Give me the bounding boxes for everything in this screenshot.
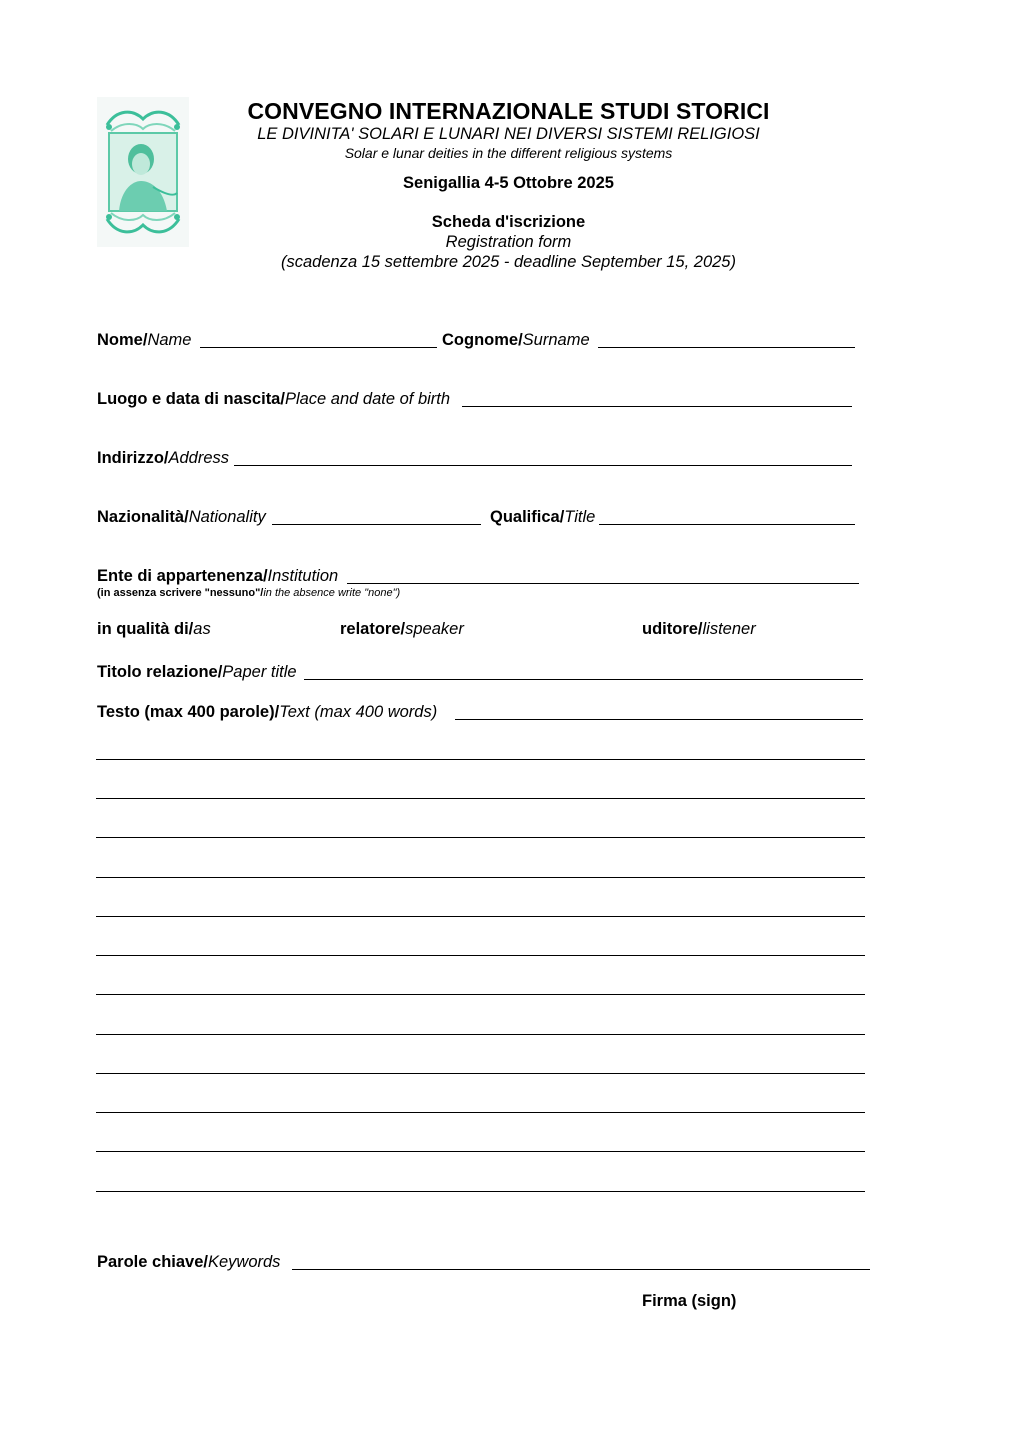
institution-field[interactable] (347, 583, 859, 584)
abstract-text-field[interactable] (455, 719, 863, 720)
surname-field[interactable] (598, 347, 855, 348)
abstract-line[interactable] (96, 798, 865, 799)
signature-label: Firma (sign) (642, 1292, 737, 1310)
abstract-text-label: Testo (max 400 parole)/Text (max 400 words) (97, 703, 438, 721)
abstract-line[interactable] (96, 916, 865, 917)
qualification-label: Qualifica/Title (490, 508, 596, 526)
abstract-line[interactable] (96, 1034, 865, 1035)
birth-field[interactable] (462, 406, 852, 407)
surname-label: Cognome/Surname (442, 331, 590, 349)
name-field[interactable] (200, 347, 437, 348)
conference-place-date: Senigallia 4-5 Ottobre 2025 (403, 174, 614, 192)
conference-logo (97, 97, 189, 247)
abstract-line[interactable] (96, 877, 865, 878)
conference-title: CONVEGNO INTERNAZIONALE STUDI STORICI (247, 98, 770, 124)
conference-subtitle-en: Solar e lunar deities in the different religious systems (344, 145, 673, 161)
institution-label: Ente di appartenenza/Institution (97, 567, 339, 585)
abstract-line[interactable] (96, 1073, 865, 1074)
abstract-line[interactable] (96, 994, 865, 995)
name-label: Nome/Name (97, 331, 192, 349)
abstract-line[interactable] (96, 759, 865, 760)
form-title-en: Registration form (445, 233, 572, 251)
qualification-field[interactable] (599, 524, 855, 525)
form-title-it: Scheda d'iscrizione (431, 213, 586, 231)
nationality-field[interactable] (272, 524, 481, 525)
role-option-speaker[interactable]: relatore/speaker (340, 620, 464, 638)
abstract-line[interactable] (96, 955, 865, 956)
birth-label: Luogo e data di nascita/Place and date of birth (97, 390, 451, 408)
paper-title-field[interactable] (304, 679, 863, 680)
address-label: Indirizzo/Address (97, 449, 230, 467)
nationality-label: Nazionalità/Nationality (97, 508, 266, 526)
abstract-line[interactable] (96, 1151, 865, 1152)
keywords-label: Parole chiave/Keywords (97, 1253, 281, 1271)
role-option-listener[interactable]: uditore/listener (642, 620, 756, 638)
abstract-line[interactable] (96, 1112, 865, 1113)
address-field[interactable] (234, 465, 852, 466)
institution-note: (in assenza scrivere "nessuno"/in the absence write "none") (97, 587, 401, 599)
conference-subtitle-it: LE DIVINITA' SOLARI E LUNARI NEI DIVERSI SISTEMI RELIGIOSI (257, 125, 760, 143)
abstract-line[interactable] (96, 837, 865, 838)
keywords-field[interactable] (292, 1269, 870, 1270)
paper-title-label: Titolo relazione/Paper title (97, 663, 297, 681)
registration-deadline: (scadenza 15 settembre 2025 - deadline September 15, 2025) (281, 253, 736, 271)
role-label: in qualità di/as (97, 620, 211, 638)
abstract-line[interactable] (96, 1191, 865, 1192)
